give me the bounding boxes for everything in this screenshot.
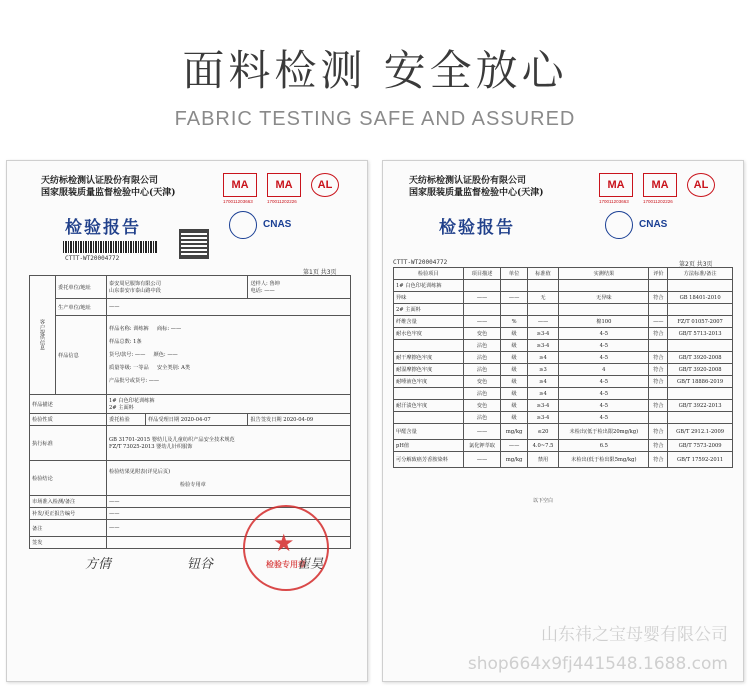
table-cell: ≥3-4 [527,412,559,424]
table-cell: —— [501,440,527,452]
table-cell [649,340,668,352]
table-cell: 耐汗渍色牢度 [394,400,464,412]
table-cell: —— [463,452,501,468]
table-cell: ≥3-4 [527,328,559,340]
table-cell: 级 [501,376,527,388]
table-cell: 级 [501,364,527,376]
end-note: 以下空白 [533,498,554,504]
table-cell: 耐唾液色牢度 [394,376,464,388]
table-cell: 沾色 [463,364,501,376]
table-cell: mg/kg [501,452,527,468]
table-cell: 沾色 [463,388,501,400]
barcode-icon [63,241,157,253]
page-subtitle: FABRIC TESTING SAFE AND ASSURED [174,108,576,130]
table-cell: 异味 [394,292,464,304]
official-seal: ★ 检验专用章 [243,505,329,591]
table-cell: 4-5 [559,352,649,364]
table-cell [649,304,668,316]
ilac-mra-icon [229,211,257,239]
table-row [394,440,733,452]
table-cell: 沾色 [463,352,501,364]
table-cell: GB 18401-2010 [668,292,733,304]
org-name: 天纺标检测认证股份有限公司 国家服装质量监督检验中心(天津) [41,176,176,198]
table-row [394,352,733,364]
table-cell: GB/T 5713-2013 [668,328,733,340]
table-cell: 变色 [463,376,501,388]
cma-logo-icon: MA [223,173,257,197]
table-cell [394,412,464,424]
table-cell: 4-5 [559,340,649,352]
table-cell: 棉100 [559,316,649,328]
table-cell: % [501,316,527,328]
cnas-logo: CNAS [263,219,292,230]
ilac-mra-icon [605,211,633,239]
table-cell: 未检出(低于检出限20mg/kg) [559,424,649,440]
table-cell: ≥4 [527,352,559,364]
table-cell: FZ/T 01057-2007 [668,316,733,328]
table-cell: 4-5 [559,400,649,412]
star-icon: ★ [273,529,295,557]
table-cell: GB/T 3922-2013 [668,400,733,412]
table-cell: 耐水色牢度 [394,328,464,340]
report-page-1 [6,160,368,682]
table-row [394,400,733,412]
table-cell [668,340,733,352]
watermark-url: shop664x9fj441548.1688.com [467,654,728,674]
table-cell: GB/T 2912.1-2009 [668,424,733,440]
table-cell: 禁用 [527,452,559,468]
report-title: 检验报告 [439,218,515,238]
table-cell: 符合 [649,292,668,304]
certification-logos: MA 170011203663 MA 170011202226 AL CNAS [599,173,729,263]
table-cell [501,304,527,316]
table-cell: 符合 [649,328,668,340]
cma-logo-icon: MA [599,173,633,197]
results-table [393,267,733,468]
page-title: 面料检测 安全放心 [182,46,568,95]
signature: 钮谷 [187,557,214,572]
report-code: CTTT-WT20004772 [65,255,120,262]
table-cell: ≥3-4 [527,340,559,352]
watermark-company: 山东祎之宝母婴有限公司 [541,625,728,645]
table-cell: 符合 [649,376,668,388]
table-cell [559,280,649,292]
table-cell: GB/T 17592-2011 [668,452,733,468]
table-cell [668,280,733,292]
table-cell: pH值 [394,440,464,452]
table-row [394,316,733,328]
table-cell [527,280,559,292]
table-cell: —— [463,292,501,304]
table-cell: GB/T 7573-2009 [668,440,733,452]
table-cell: —— [649,316,668,328]
report-info-table: 客户提供信息 委托单位/地址 泰安周尼服饰有限公司 山东泰安市泰山路中段 送样人: 鲁坤 电话: —— 生产单位/地址 —— 样品信息 样品名称: 训练裤 商标: —— 样品总数: 1条 货号/款号: —— 颜色: —— 质量等级: 一等品 安全类别: A类 产品批号或货号: —— 样品描述 1# 白色印花训练裤 2# 主面料 检验性质 委托检验 样品受理日期 2020-04-07 报告签发日期 2020-04-09 执行标准 GB 31701-2015 婴幼儿及儿童纺织产品安全技术规范 FZ/T 73025-2013 婴幼儿针织服饰 检验结论 检验结果见附表(详见后页) 检验专用章 市场准入检测/备注 —— 补发/更正报告编号 —— 备注 —— 签发 [29,275,351,549]
qr-code-icon [179,229,209,259]
table-cell: —— [463,316,501,328]
table-cell: 变色 [463,328,501,340]
table-cell [668,388,733,400]
table-cell: 6.5 [559,440,649,452]
table-cell: 变色 [463,400,501,412]
cnas-logo: CNAS [639,219,668,230]
table-cell: 4.0~7.5 [527,440,559,452]
page-number: 第2页 共3页 [679,261,713,268]
report-page-2 [382,160,744,682]
table-cell: 纤维含量 [394,316,464,328]
cal-logo-icon: AL [311,173,339,197]
table-cell [501,280,527,292]
table-cell [649,388,668,400]
table-cell: 级 [501,388,527,400]
table-cell: 符合 [649,452,668,468]
report-code: CTTT-WT20004772 [393,259,448,266]
column-header: 检验项目 [394,268,464,280]
table-cell: 耐干摩擦色牢度 [394,352,464,364]
table-cell: 氯化钾萃取 [463,440,501,452]
table-row [394,452,733,468]
table-row [394,412,733,424]
table-cell [559,304,649,316]
table-cell: 无异味 [559,292,649,304]
table-cell: —— [527,316,559,328]
table-row [394,340,733,352]
table-cell: 符合 [649,364,668,376]
table-cell [394,340,464,352]
table-row [394,292,733,304]
table-cell: ≤20 [527,424,559,440]
table-cell: 级 [501,352,527,364]
table-row [394,424,733,440]
table-cell [394,388,464,400]
table-cell: GB/T 3920-2008 [668,352,733,364]
table-cell: —— [501,292,527,304]
table-cell: 无 [527,292,559,304]
table-cell: 4-5 [559,328,649,340]
table-cell: 4-5 [559,412,649,424]
signature: 崔昊 [297,557,324,572]
table-cell: 符合 [649,424,668,440]
table-cell: mg/kg [501,424,527,440]
table-row [394,304,733,316]
table-cell: 4-5 [559,376,649,388]
table-row [394,280,733,292]
table-cell: 级 [501,400,527,412]
table-row [394,328,733,340]
table-cell: 符合 [649,352,668,364]
table-cell: 级 [501,340,527,352]
table-row [394,364,733,376]
table-row [394,388,733,400]
table-cell: ≥3-4 [527,400,559,412]
table-cell: ≥3 [527,364,559,376]
column-header: 评价 [649,268,668,280]
table-cell: GB/T 3920-2008 [668,364,733,376]
table-cell: 沾色 [463,340,501,352]
table-cell: 甲醛含量 [394,424,464,440]
cma-logo-icon: MA [267,173,301,197]
table-row [394,376,733,388]
column-header: 项目描述 [463,268,501,280]
table-cell: 4-5 [559,388,649,400]
table-cell: ≥4 [527,388,559,400]
org-name: 天纺标检测认证股份有限公司 国家服装质量监督检验中心(天津) [409,176,544,198]
table-cell: 2# 主面料 [394,304,464,316]
table-cell [668,412,733,424]
column-header: 单位 [501,268,527,280]
table-cell: 耐湿摩擦色牢度 [394,364,464,376]
table-cell: —— [463,424,501,440]
table-cell: 级 [501,328,527,340]
table-cell: 未检出(低于检出限5mg/kg) [559,452,649,468]
table-cell: GB/T 18886-2019 [668,376,733,388]
table-cell: 级 [501,412,527,424]
column-header: 标准值 [527,268,559,280]
table-cell [649,280,668,292]
table-cell [527,304,559,316]
table-cell: 1# 白色印花训练裤 [394,280,464,292]
page-number: 第1页 共3页 [303,269,337,276]
cal-logo-icon: AL [687,173,715,197]
cma-logo-icon: MA [643,173,677,197]
table-cell: 4 [559,364,649,376]
table-cell: 沾色 [463,412,501,424]
signature: 方倩 [85,557,112,572]
certification-logos: MA 170011203663 MA 170011202226 AL CNAS [223,173,353,263]
column-header: 方法标准/备注 [668,268,733,280]
table-cell [463,280,501,292]
table-cell: 符合 [649,400,668,412]
table-cell: ≥4 [527,376,559,388]
table-cell [649,412,668,424]
report-title: 检验报告 [65,218,141,238]
table-cell [463,304,501,316]
column-header: 实测结果 [559,268,649,280]
table-cell: 可分解致癌芳香胺染料 [394,452,464,468]
table-cell: 符合 [649,440,668,452]
table-cell [668,304,733,316]
